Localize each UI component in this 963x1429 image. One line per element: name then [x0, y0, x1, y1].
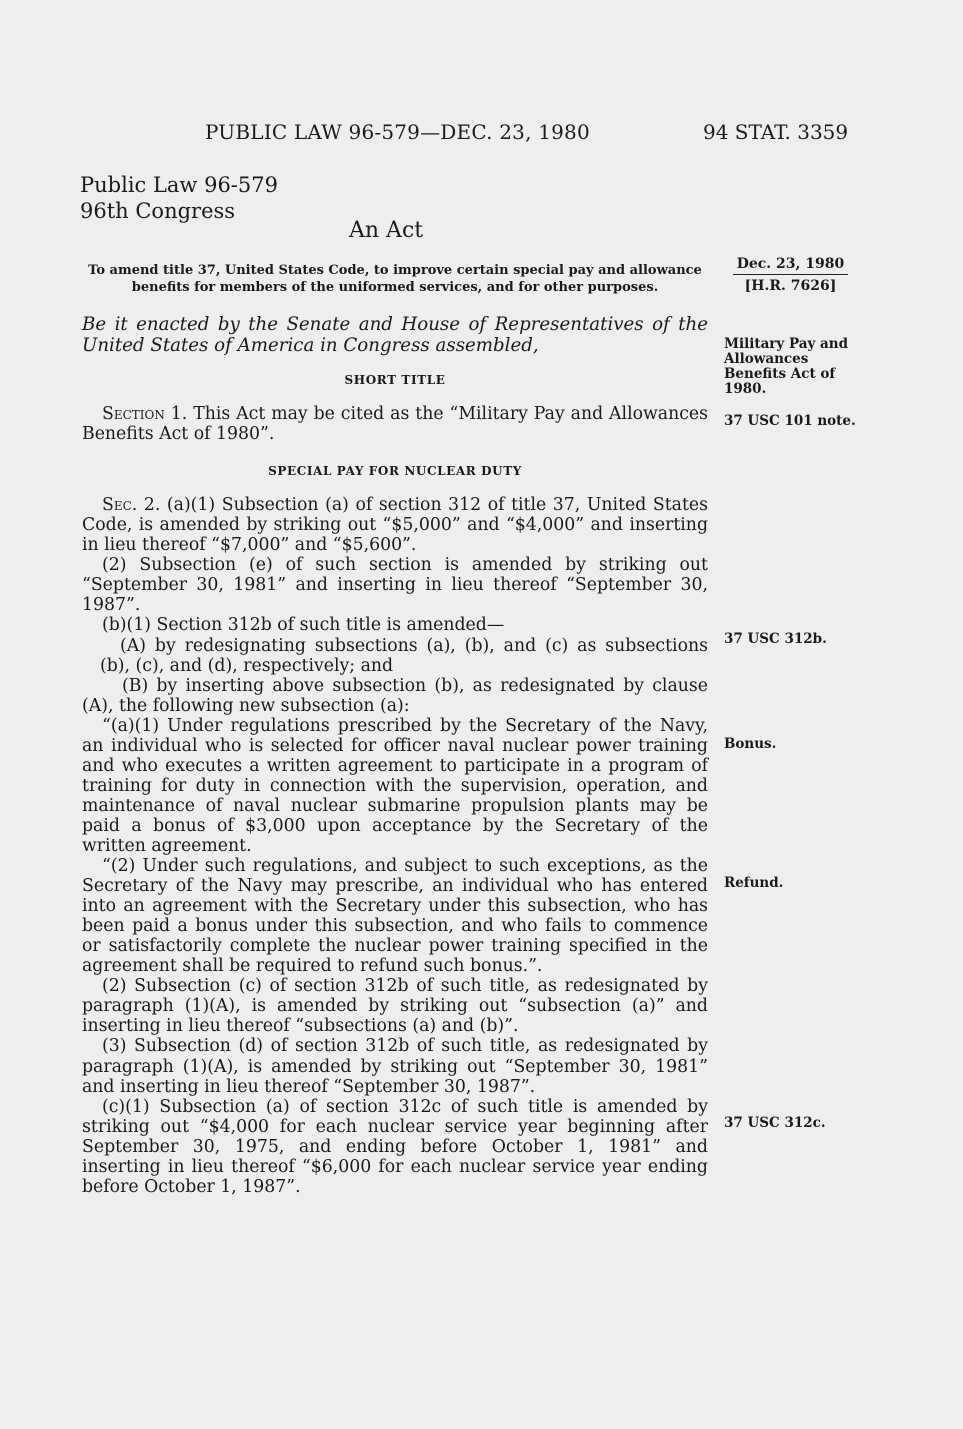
section-2-a1-text: 2. (a)(1) Subsection (a) of section 312 of title 37, United States Code, is amended by striking out “$5,000” and “$4,000” and inserting in lieu thereof “$7,000” and “$5,600”.: [82, 495, 708, 556]
section-2-b1-A: (A) by redesignating subsections (a), (b), and (c) as subsections (b), (c), and (d), respectively; and: [100, 635, 708, 676]
enactment-date-note: [733, 256, 848, 294]
statute-page-number: 94 STAT. 3359: [703, 120, 849, 144]
law-identifier: [80, 172, 278, 224]
section-1: [82, 404, 708, 444]
running-header: PUBLIC LAW 96-579—DEC. 23, 1980: [205, 120, 590, 144]
an-act-title: An Act: [349, 218, 424, 243]
enacting-clause: Be it enacted by the Senate and House of Representatives of the United States of America in Congress assembled,: [82, 314, 708, 356]
purpose-line-2: benefits for members of the uniformed services, and for other purposes.: [131, 280, 659, 295]
quoted-subsection-a2: “(2) Under such regulations, and subject to such exceptions, as the Secretary of the Navy may prescribe, an individual who has entered into an agreement with the Secretary under this subsection, who has been paid a bonus under this subsection, and who fails to commence or satisfactorily complete the nuclear power training specified in the agreement shall be required to refund such bonus.”.: [82, 856, 708, 977]
margin-note-usc312c: 37 USC 312c.: [724, 1115, 826, 1131]
margin-note-short-name: Military Pay and Allowances Benefits Act of 1980.: [724, 336, 849, 397]
public-law-number: Public Law 96-579: [80, 173, 278, 197]
congress-number: 96th Congress: [80, 199, 236, 223]
bill-number: [H.R. 7626]: [744, 278, 837, 294]
section-2-b2: (2) Subsection (c) of section 312b of such title, as redesignated by paragraph (1)(A), is amended by striking out “subsection (a)” and inserting in lieu thereof “subsections (a) and (b)”.: [82, 976, 708, 1037]
section-2-c1: (c)(1) Subsection (a) of section 312c of such title is amended by striking out “$4,000 for each nuclear service year beginning after September 30, 1975, and ending before October 1, 1981” and inserting in lieu thereof “$6,000 for each nuclear service year ending before October 1, 1987”.: [82, 1096, 708, 1197]
section-2-b3: (3) Subsection (d) of section 312b of such title, as redesignated by paragraph (1)(A), is amended by striking out “September 30, 1981” and inserting in lieu thereof “September 30, 1987”.: [82, 1036, 708, 1097]
section-1-label: Section: [102, 404, 165, 425]
heading-short-title: SHORT TITLE: [344, 373, 446, 387]
section-1-text: 1. This Act may be cited as the “Military Pay and Allowances Benefits Act of 1980”.: [82, 404, 708, 445]
margin-note-usc101: 37 USC 101 note.: [724, 413, 856, 429]
heading-special-pay: SPECIAL PAY FOR NUCLEAR DUTY: [268, 464, 522, 479]
purpose-statement: [80, 262, 710, 296]
date-rule: [733, 274, 848, 275]
section-2-a1: [82, 495, 708, 555]
enactment-date: Dec. 23, 1980: [736, 256, 845, 272]
section-2-a2: (2) Subsection (e) of such section is amended by striking out “September 30, 1981” and inserting in lieu thereof “September 30, 1987”.: [82, 555, 708, 616]
margin-note-refund: Refund.: [724, 875, 784, 891]
section-2-b1-B: (B) by inserting above subsection (b), as redesignated by clause (A), the following new subsection (a):: [82, 675, 708, 716]
quoted-subsection-a1: “(a)(1) Under regulations prescribed by the Secretary of the Navy, an individual who is selected for officer naval nuclear power training and who executes a written agreement to participate in a program of training for duty in connection with the supervision, operation, and maintenance of naval nuclear submarine propulsion plants may be paid a bonus of $3,000 upon acceptance by the Secretary of the written agreement.: [82, 715, 708, 856]
section-2-b1: (b)(1) Section 312b of such title is amended—: [102, 615, 505, 636]
purpose-line-1: To amend title 37, United States Code, to improve certain special pay and allowance: [88, 263, 702, 278]
margin-note-usc312b: 37 USC 312b.: [724, 631, 827, 647]
section-2-label: Sec.: [102, 495, 138, 516]
margin-note-bonus: Bonus.: [724, 736, 777, 752]
document-body: [82, 373, 708, 1197]
